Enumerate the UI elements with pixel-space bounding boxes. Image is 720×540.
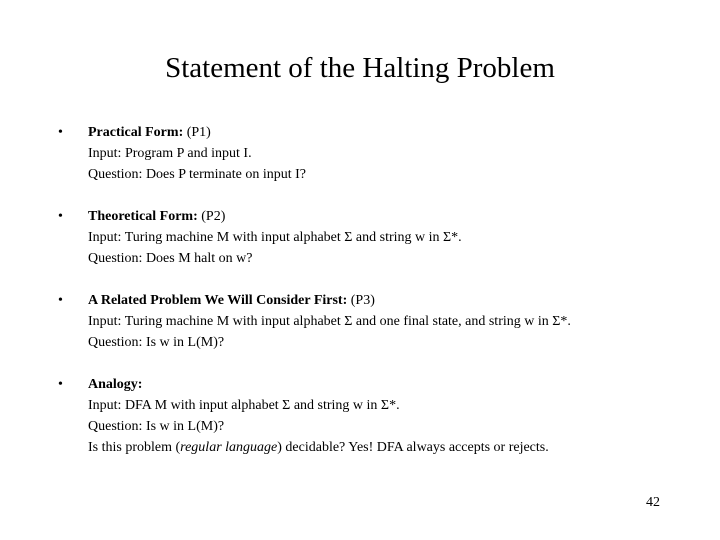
bullet-icon: • xyxy=(58,209,63,224)
bullet-body xyxy=(88,374,698,458)
input-line: Input: DFA M with input alphabet Σ and string w in Σ*. xyxy=(88,398,400,413)
bullet-icon: • xyxy=(58,125,63,140)
bullet-heading-line xyxy=(88,122,698,143)
question-line: Question: Is w in L(M)? xyxy=(88,419,225,434)
regular-language-term: regular language xyxy=(180,440,278,455)
bullet-heading-suffix: (P3) xyxy=(347,293,375,308)
question-line: Question: Does M halt on w? xyxy=(88,251,253,266)
question-line: Question: Does P terminate on input I? xyxy=(88,167,306,182)
page-number: 42 xyxy=(646,495,660,510)
bullet-icon: • xyxy=(58,293,63,308)
bullet-heading-suffix: (P2) xyxy=(197,209,226,224)
slide-title: Statement of the Halting Problem xyxy=(165,52,555,84)
bullet-heading-line xyxy=(88,206,698,227)
bullet-icon: • xyxy=(58,377,63,392)
bullet-body xyxy=(88,122,698,185)
input-line: Input: Turing machine M with input alphabet Σ and string w in Σ*. xyxy=(88,230,462,245)
bullet-body xyxy=(88,206,698,269)
bullet-heading: A Related Problem We Will Consider First: xyxy=(88,293,348,308)
bullet-heading: Theoretical Form: xyxy=(88,209,198,224)
input-line: Input: Turing machine M with input alphabet Σ and one final state, and string w in Σ*. xyxy=(88,314,571,329)
decidability-line xyxy=(88,437,698,458)
input-line: Input: Program P and input I. xyxy=(88,146,252,161)
bullet-heading-line xyxy=(88,374,698,395)
bullet-heading: Practical Form: xyxy=(88,125,184,140)
decidability-prefix: Is this problem ( xyxy=(88,440,181,455)
question-line: Question: Is w in L(M)? xyxy=(88,335,225,350)
bullet-heading-suffix: (P1) xyxy=(183,125,211,140)
bullet-body xyxy=(88,290,698,353)
decidability-suffix: ) decidable? Yes! DFA always accepts or rejects. xyxy=(277,440,549,455)
bullet-heading: Analogy: xyxy=(88,377,143,392)
bullet-heading-line xyxy=(88,290,698,311)
